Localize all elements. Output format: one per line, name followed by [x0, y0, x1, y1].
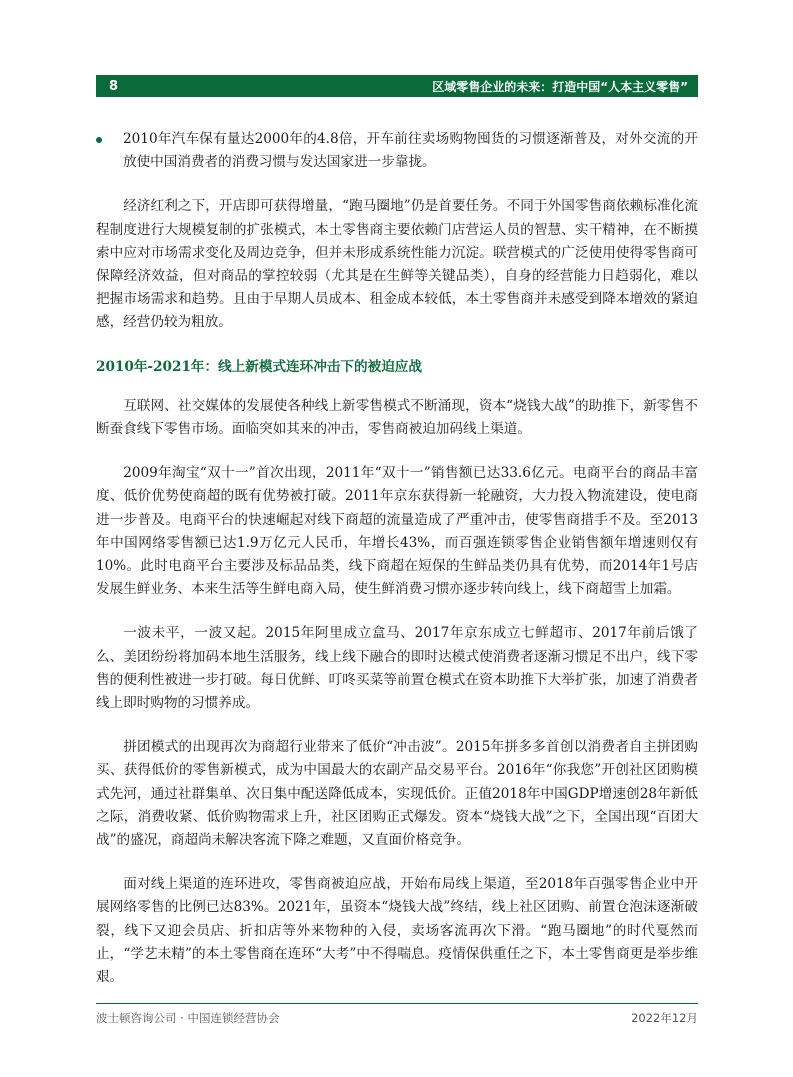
bullet-dot-icon	[96, 137, 102, 143]
page-header-bar	[96, 75, 698, 97]
page-content	[96, 128, 698, 1010]
paragraph: 互联网、社交媒体的发展使各种线上新零售模式不断涌现，资本“烧钱大战”的助推下，新零售不断蚕食线下零售市场。面临突如其来的冲击，零售商被迫加码线上渠道。	[96, 397, 698, 438]
paragraph: 经济红利之下，开店即可获得增量，“跑马圈地”仍是首要任务。不同于外国零售商依赖标准化流程制度进行大规模复制的扩张模式，本土零售商主要依赖门店营运人员的智慧、实干精神，在不断摸索中应对市场需求变化及周边竞争，但并未形成系统性能力沉淀。联营模式的广泛使用使得零售商可保障经济效益，但对商品的掌控较弱（尤其是在生鲜等关键品类），自身的经营能力日趋弱化，难以把握市场需求和趋势。且由于早期人员成本、租金成本较低，本土零售商并未感受到降本增效的紧迫感，经营仍较为粗放。	[96, 198, 698, 331]
paragraph: 面对线上渠道的连环进攻，零售商被迫应战，开始布局线上渠道，至2018年百强零售企业中开展网络零售的比例已达83%。2021年，虽资本“烧钱大战”终结，线上社区团购、前置仓泡沫逐渐破裂，线下又迎会员店、折扣店等外来物种的入侵，卖场客流再次下滑。“跑马圈地”的时代戛然而止，“学艺未精”的本土零售商在连环“大考”中不得喘息。疫情保供重任之下，本土零售商更是举步维艰。	[96, 876, 698, 986]
footer-date: 2022年12月	[631, 1011, 698, 1025]
page-footer	[96, 1010, 698, 1026]
footer-publisher: 波士顿咨询公司 · 中国连锁经营协会	[96, 1011, 280, 1025]
paragraph: 2009年淘宝“双十一”首次出现，2011年“双十一”销售额已达33.6亿元。电商平台的商品丰富度、低价优势使商超的既有优势被打破。2011年京东获得新一轮融资，大力投入物流建设，使电商进一步普及。电商平台的快速崛起对线下商超的流量造成了严重冲击，使零售商措手不及。至2013年中国网络零售额已达1.9万亿元人民币，年增长43%，而百强连锁零售企业销售额年增速则仅有10%。此时电商平台主要涉及标品品类，线下商超在短保的生鲜品类仍具有优势，而2014年1号店发展生鲜业务、本来生活等生鲜电商入局，使生鲜消费习惯亦逐步转向线上，线下商超雪上加霜。	[96, 465, 698, 598]
paragraph: 一波未平，一波又起。2015年阿里成立盒马、2017年京东成立七鲜超市、2017年前后饿了么、美团纷纷将加码本地生活服务，线上线下融合的即时达模式使消费者逐渐习惯足不出户，线下零售的便利性被进一步打破。每日优鲜、叮咚买菜等前置仓模式在资本助推下大举扩张，加速了消费者线上即时购物的习惯养成。	[96, 625, 698, 712]
page-number: 8	[109, 78, 119, 94]
bullet-item	[96, 128, 698, 174]
report-title: 区域零售企业的未来：打造中国“人本主义零售”	[432, 79, 688, 94]
section-heading: 2010年-2021年：线上新模式连环冲击下的被迫应战	[96, 358, 422, 375]
bullet-text: 2010年汽车保有量达2000年的4.8倍，开车前往卖场购物囤货的习惯逐渐普及，对外交流的开放使中国消费者的消费习惯与发达国家进一步靠拢。	[123, 131, 698, 171]
paragraph: 拼团模式的出现再次为商超行业带来了低价“冲击波”。2015年拼多多首创以消费者自主拼团购买、获得低价的零售新模式，成为中国最大的农副产品交易平台。2016年“你我您”开创社区团购模式先河，通过社群集单、次日集中配送降低成本，实现低价。正值2018年中国GDP增速创28年新低之际，消费收紧、低价购物需求上升，社区团购正式爆发。资本“烧钱大战”之下，全国出现“百团大战”的盛况，商超尚未解决客流下降之难题，又直面价格竞争。	[96, 739, 698, 849]
footer-divider	[96, 1003, 698, 1004]
